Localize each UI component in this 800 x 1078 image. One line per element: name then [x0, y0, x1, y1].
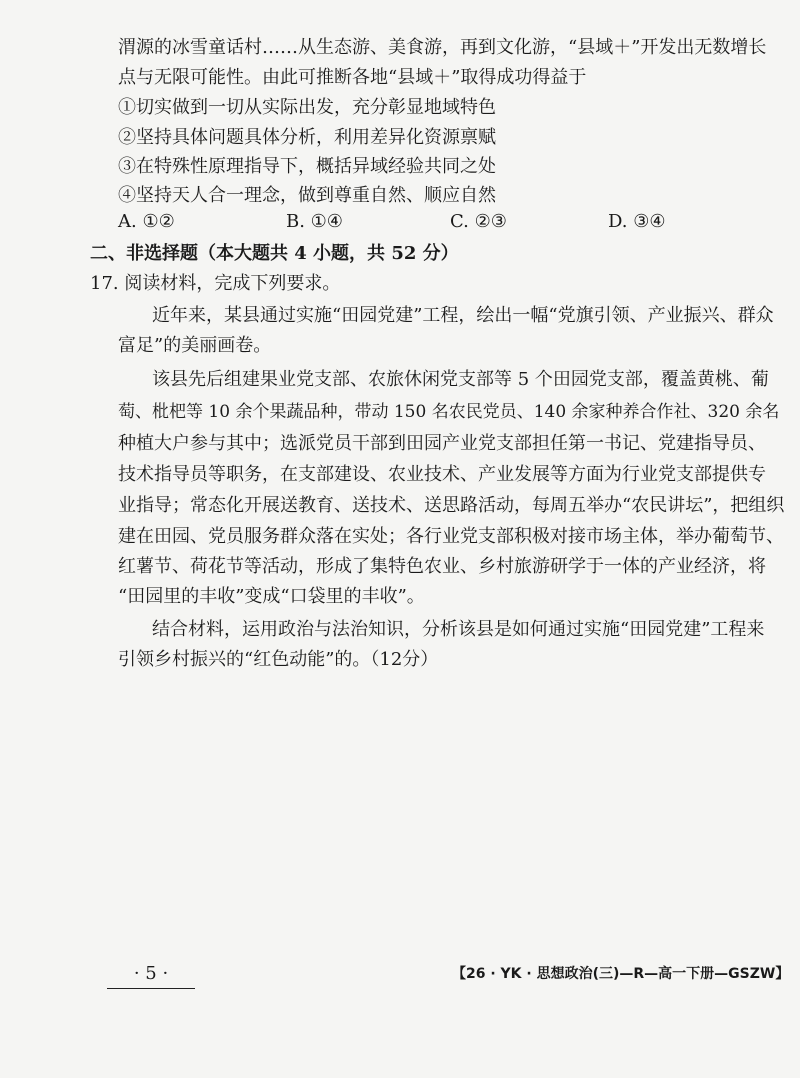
material-line-9: 红薯节、荷花节等活动，形成了集特色农业、乡村旅游研学于一体的产业经济，将	[118, 556, 766, 577]
statement-1: ①切实做到一切从实际出发，充分彰显地域特色	[118, 97, 496, 118]
option-b: B. ①④	[286, 211, 343, 232]
task-line-2: 引领乡村振兴的“红色动能”的。（12分）	[118, 649, 439, 670]
material-line-4: 萄、枇杷等 10 余个果蔬品种，带动 150 名农民党员、140 余家种养合作社、320 余名	[118, 402, 780, 422]
exam-code: 【26 · YK · 思想政治(三)—R—高一下册—GSZW】	[452, 966, 790, 982]
answer-options	[118, 211, 738, 237]
continued-text-line-1: 渭源的冰雪童话村……从生态游、美食游，再到文化游，“县域＋”开发出无数增长	[118, 37, 767, 58]
section-heading: 二、非选择题（本大题共 4 小题，共 52 分）	[90, 243, 459, 264]
page-number: · 5 ·	[133, 963, 169, 984]
page-number-underline	[107, 988, 195, 989]
task-line-1: 结合材料，运用政治与法治知识，分析该县是如何通过实施“田园党建”工程来	[152, 619, 765, 640]
option-d: D. ③④	[608, 211, 666, 232]
material-line-3: 该县先后组建果业党支部、农旅休闲党支部等 5 个田园党支部，覆盖黄桃、葡	[152, 369, 769, 390]
page-number-block	[107, 962, 195, 990]
option-c: C. ②③	[450, 211, 507, 232]
continued-text-line-2: 点与无限可能性。由此可推断各地“县域＋”取得成功得益于	[118, 67, 587, 88]
material-line-10: “田园里的丰收”变成“口袋里的丰收”。	[118, 586, 425, 607]
statement-2: ②坚持具体问题具体分析，利用差异化资源禀赋	[118, 127, 496, 148]
statement-4: ④坚持天人合一理念，做到尊重自然、顺应自然	[118, 185, 496, 206]
material-line-1: 近年来，某县通过实施“田园党建”工程，绘出一幅“党旗引领、产业振兴、群众	[152, 305, 774, 326]
question-17-intro: 17. 阅读材料，完成下列要求。	[90, 273, 341, 294]
material-line-7: 业指导；常态化开展送教育、送技术、送思路活动，每周五举办“农民讲坛”，把组织	[118, 495, 785, 516]
option-a: A. ①②	[118, 211, 175, 232]
statement-3: ③在特殊性原理指导下，概括异域经验共同之处	[118, 156, 496, 177]
material-line-8: 建在田园、党员服务群众落在实处；各行业党支部积极对接市场主体，举办葡萄节、	[118, 526, 784, 547]
material-line-5: 种植大户参与其中；选派党员干部到田园产业党支部担任第一书记、党建指导员、	[118, 433, 766, 454]
material-line-6: 技术指导员等职务，在支部建设、农业技术、产业发展等方面为行业党支部提供专	[118, 464, 766, 485]
material-line-2: 富足”的美丽画卷。	[118, 335, 272, 356]
